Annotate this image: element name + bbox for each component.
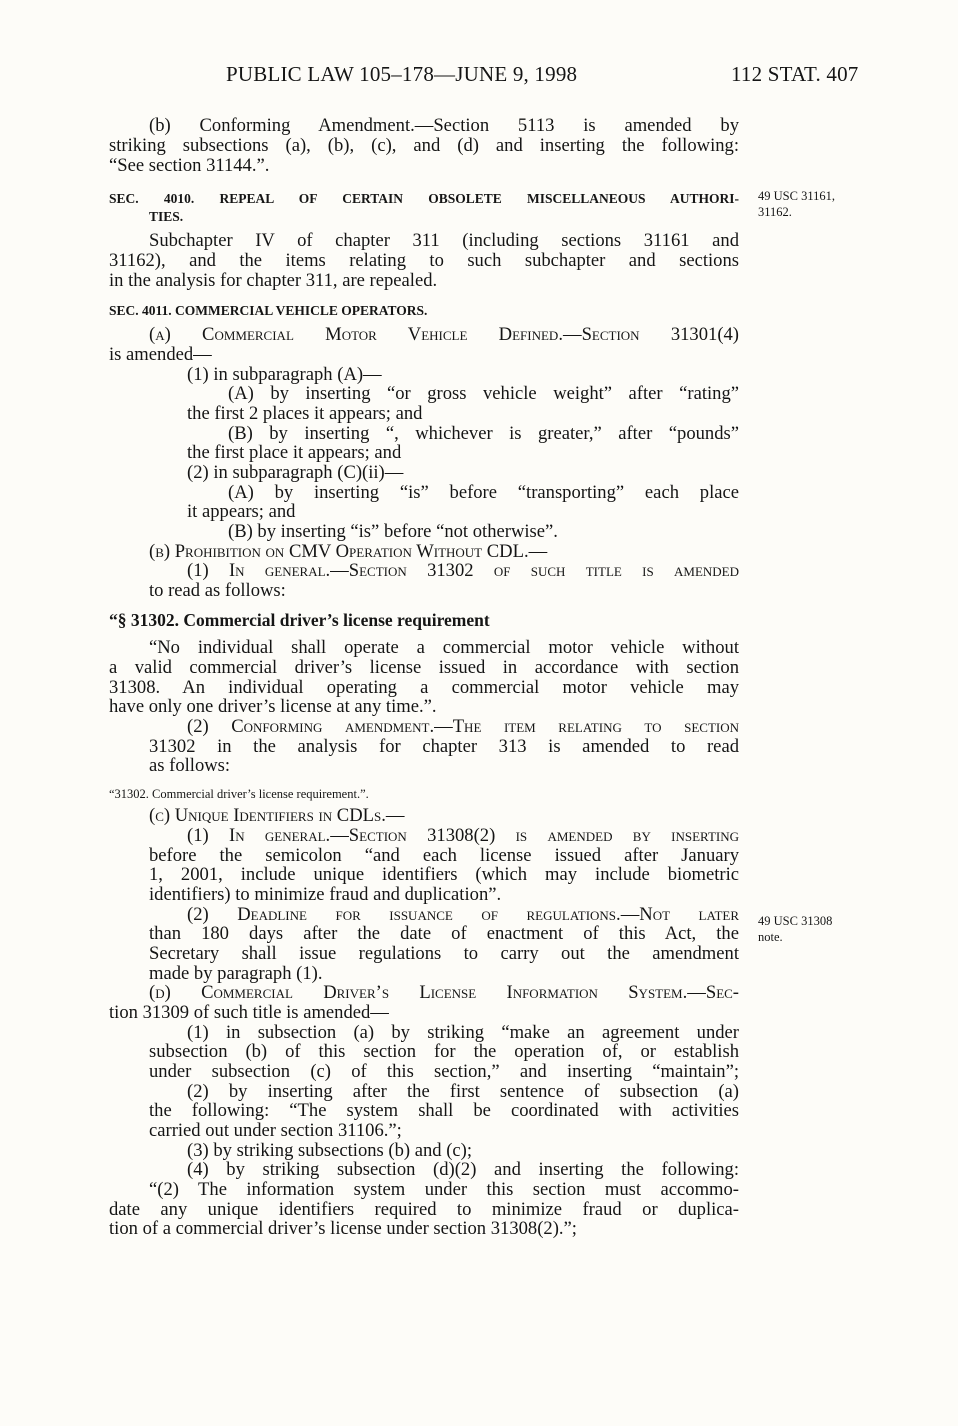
text-line: tion 31309 of such title is amended— [109,1002,389,1023]
text-line: it appears; and [187,501,296,522]
section-heading: TIES. [149,209,184,224]
text-line: (b) Conforming Amendment.—Section 5113 is amended by [149,115,739,136]
margin-note-line: note. [758,930,783,944]
running-header-title: PUBLIC LAW 105–178—JUNE 9, 1998 [226,62,578,86]
text-line: “No individual shall operate a commercial motor vehicle without [149,637,739,658]
text-line: (4) by striking subsection (d)(2) and inserting the following: [187,1159,739,1180]
text-line: “31302. Commercial driver’s license requirement.”. [109,787,369,801]
section-heading: SEC. 4010. REPEAL OF CERTAIN OBSOLETE MISCELLANEOUS AUTHORI- [109,191,739,206]
text-line: 31302 in the analysis for chapter 313 is amended to read [149,736,739,757]
text-line: than 180 days after the date of enactment of this Act, the [149,923,739,944]
running-header-page: 112 STAT. 407 [731,62,859,86]
text-line: as follows: [149,755,231,776]
text-line: (1) In general.—Section 31302 of such title is amended [187,560,739,581]
text-line: (c) Unique Identifiers in CDLs.— [149,805,405,826]
text-line: 31308. An individual operating a commercial motor vehicle may [109,677,739,698]
text-line: (2) Deadline for issuance of regulations.—Not later [187,904,739,925]
text-line: in the analysis for chapter 311, are repealed. [109,270,438,291]
text-line: subsection (b) of this section for the operation of, or establish [149,1041,739,1062]
text-line: made by paragraph (1). [149,963,323,984]
text-line: identifiers) to minimize fraud and duplication”. [149,884,502,905]
text-line: 31162), and the items relating to such subchapter and sections [109,250,739,271]
text-line: the first place it appears; and [187,442,402,463]
margin-note-citation [758,913,878,945]
text-line: (b) Prohibition on CMV Operation Without CDL.— [149,541,548,562]
text-line: carried out under section 31106.”; [149,1120,402,1141]
text-line: 1, 2001, include unique identifiers (which may include biometric [149,864,739,885]
text-line: the following: “The system shall be coordinated with activities [149,1100,739,1121]
text-line: under subsection (c) of this section,” and inserting “maintain”; [149,1061,739,1082]
section-heading: SEC. 4011. COMMERCIAL VEHICLE OPERATORS. [109,303,428,318]
text-line: the first 2 places it appears; and [187,403,423,424]
text-line: have only one driver’s license at any time.”. [109,696,437,717]
text-line: (B) by inserting “, whichever is greater,” after “pounds” [228,423,739,444]
text-line: (d) Commercial Driver’s License Information System.—Sec- [149,982,739,1003]
text-line: “(2) The information system under this section must accommo- [149,1179,739,1200]
text-line: Subchapter IV of chapter 311 (including sections 31161 and [149,230,739,251]
text-line: striking subsections (a), (b), (c), and (d) and inserting the following: [109,135,739,156]
text-line: (2) in subparagraph (C)(ii)— [187,462,404,483]
text-line: (2) Conforming amendment.—The item relating to section [187,716,739,737]
text-line: (A) by inserting “is” before “transporting” each place [228,482,739,503]
margin-note-line: 31162. [758,205,792,219]
text-line: (a) Commercial Motor Vehicle Defined.—Section 31301(4) [149,324,739,345]
section-title: “§ 31302. Commercial driver’s license requirement [109,610,490,630]
text-line: tion of a commercial driver’s license under section 31308(2).”; [109,1218,577,1239]
text-line: Secretary shall issue regulations to carry out the amendment [149,943,739,964]
text-line: (1) in subsection (a) by striking “make an agreement under [187,1022,739,1043]
text-line: (1) In general.—Section 31308(2) is amended by inserting [187,825,739,846]
text-line: to read as follows: [149,580,286,601]
text-line: (A) by inserting “or gross vehicle weight” after “rating” [228,383,739,404]
text-line: (B) by inserting “is” before “not otherwise”. [228,521,558,542]
margin-note-line: 49 USC 31308 [758,914,833,928]
text-line: (2) by inserting after the first sentence of subsection (a) [187,1081,739,1102]
text-line: is amended— [109,344,212,365]
text-line: before the semicolon “and each license issued after January [149,845,739,866]
text-line: date any unique identifiers required to minimize fraud or duplica- [109,1199,739,1220]
text-line: (1) in subparagraph (A)— [187,364,382,385]
margin-note-line: 49 USC 31161, [758,189,835,203]
text-line: (3) by striking subsections (b) and (c); [187,1140,473,1161]
text-line: “See section 31144.”. [109,155,270,176]
text-line: a valid commercial driver’s license issued in accordance with section [109,657,739,678]
